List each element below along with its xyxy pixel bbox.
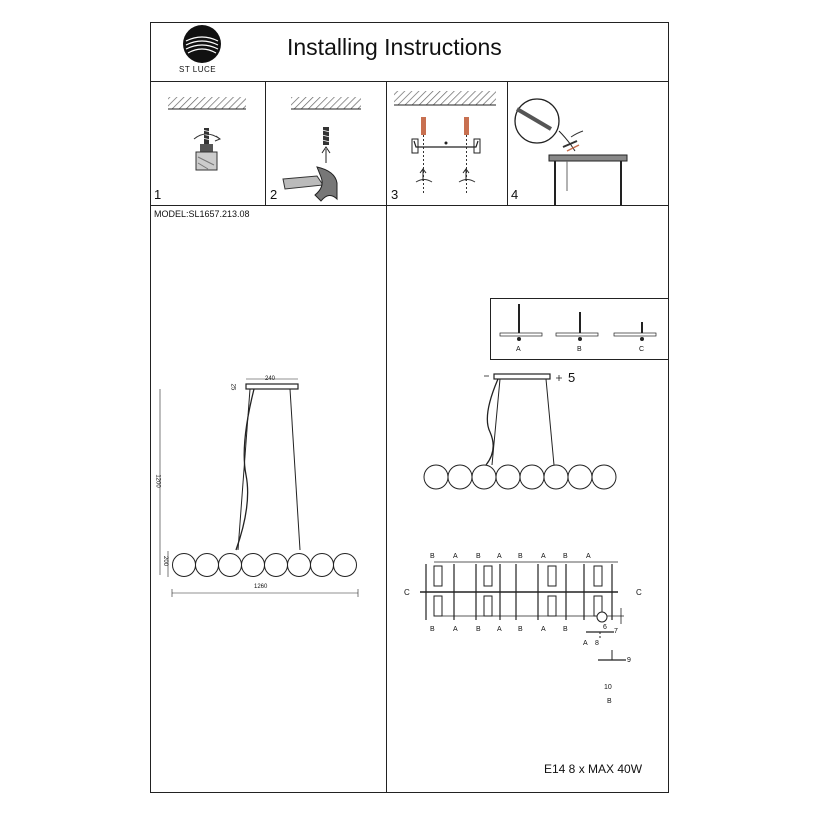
total-width-dim: 1260 <box>254 584 268 590</box>
step4-illustration <box>507 81 669 205</box>
callout-8: 8 <box>595 640 599 647</box>
assembly-bottom-label-6: A <box>541 626 546 633</box>
plug-left-icon <box>421 117 426 193</box>
step-number-2: 2 <box>270 187 278 202</box>
step2-illustration <box>265 81 386 205</box>
assembly-top-label-8: A <box>586 553 591 560</box>
step-number-3: 3 <box>391 187 399 202</box>
plug-right-icon <box>464 117 469 193</box>
wall-plug-icon <box>322 127 330 145</box>
callout-5: 5 <box>568 370 576 385</box>
mount-label-b: B <box>577 346 582 353</box>
brand-name: ST LUCE <box>179 65 217 74</box>
screw-icon <box>202 128 211 144</box>
fixture-illustration <box>386 360 669 500</box>
magnifier-icon <box>515 99 559 143</box>
dimension-drawing <box>150 205 386 793</box>
detail-label-a: A <box>583 640 588 647</box>
hammer-icon <box>283 167 337 201</box>
bulb-spec: E14 8 x MAX 40W <box>544 762 643 776</box>
mount-label-c: C <box>639 346 645 353</box>
model-label: MODEL:SL1657.213.08 <box>154 209 250 219</box>
assembly-top-label-6: A <box>541 553 546 560</box>
body-height-dim: 200 <box>162 555 169 567</box>
step-number-4: 4 <box>511 187 519 202</box>
step-number-1: 1 <box>154 187 162 202</box>
mounting-bracket-icon <box>412 139 480 153</box>
page-title: Installing Instructions <box>287 34 502 60</box>
callout-10: 10 <box>604 684 612 691</box>
total-height-dim: 1200 <box>154 474 161 488</box>
assembly-bottom-label-4: A <box>497 626 502 633</box>
assembly-top-label-4: A <box>497 553 502 560</box>
detail-bar-b <box>598 650 626 660</box>
assembly-side-label-right: C <box>636 588 642 597</box>
assembly-bottom-label-1: B <box>430 626 435 633</box>
fixture-globe-row <box>424 465 616 489</box>
callout-9: 9 <box>627 657 631 664</box>
assembly-top-label-5: B <box>518 553 523 560</box>
assembly-bottom-label-3: B <box>476 626 481 633</box>
ladder-table-icon <box>549 155 627 205</box>
globe-row <box>173 554 357 577</box>
assembly-top-label-3: B <box>476 553 481 560</box>
assembly-bottom-label-7: B <box>563 626 568 633</box>
step3-illustration <box>386 81 507 205</box>
assembly-bottom-label-2: A <box>453 626 458 633</box>
canopy-width-dim: 240 <box>265 376 276 382</box>
detail-label-b: B <box>607 698 612 705</box>
assembly-side-label-left: C <box>404 588 410 597</box>
exploded-assembly <box>386 550 669 660</box>
brand-logo-mark <box>182 24 222 64</box>
callout-6: 6 <box>603 624 607 631</box>
callout-7: 7 <box>614 628 618 635</box>
detail-bar-a <box>586 632 614 640</box>
brand-logo <box>182 24 222 64</box>
socket-column-group <box>434 566 602 616</box>
mount-label-a: A <box>516 346 521 353</box>
assembly-top-label-7: B <box>563 553 568 560</box>
assembly-bottom-label-5: B <box>518 626 523 633</box>
wire-connector-icon <box>563 141 579 151</box>
step1-illustration <box>150 81 265 205</box>
canopy-height-dim: 25 <box>229 383 236 391</box>
assembly-top-label-1: B <box>430 553 435 560</box>
assembly-top-label-2: A <box>453 553 458 560</box>
